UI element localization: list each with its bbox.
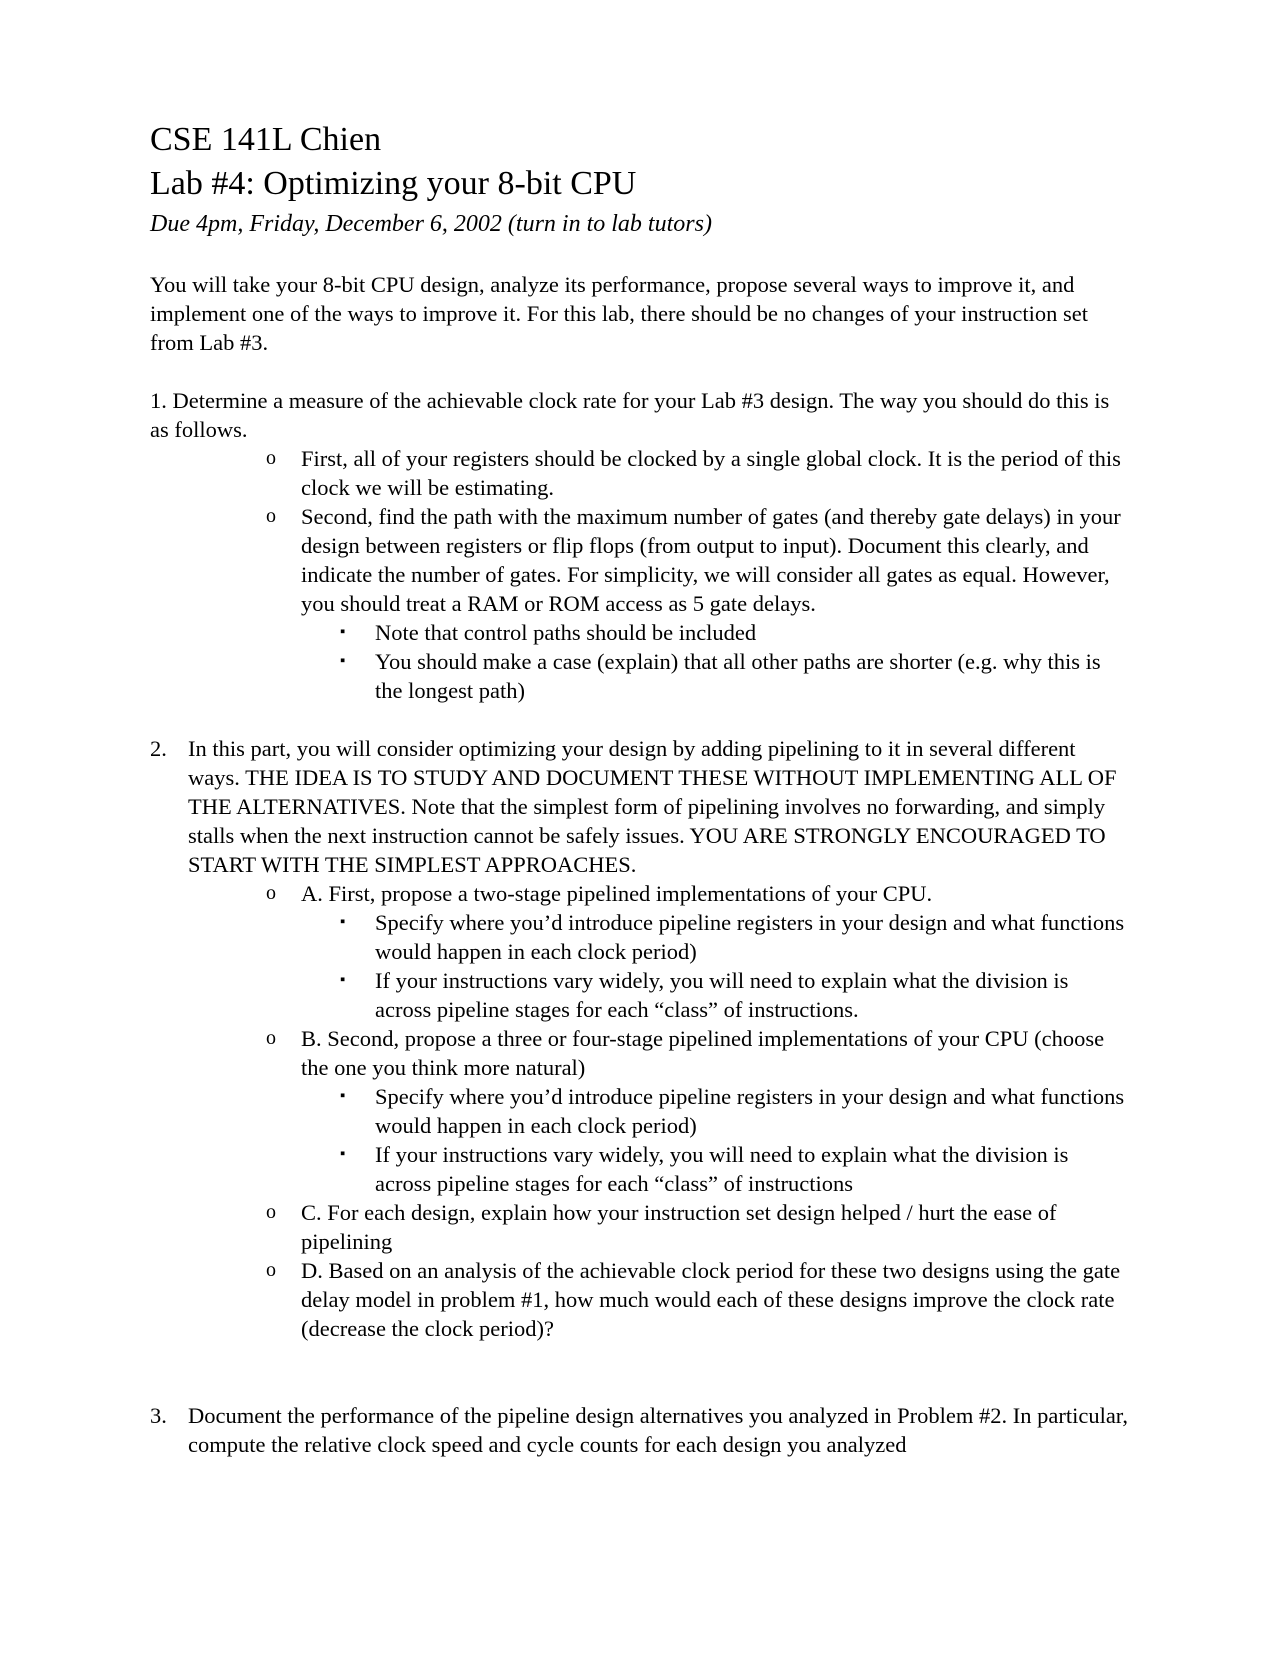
- question-number: 2.: [150, 736, 167, 761]
- list-item: [266, 444, 1130, 502]
- sub-list-item: [340, 1082, 1130, 1140]
- question-3-text: [150, 1401, 1130, 1459]
- sub-list-item: [340, 1140, 1130, 1198]
- square-bullet-icon: ▪: [340, 1146, 346, 1162]
- square-bullet-icon: ▪: [340, 972, 346, 988]
- sub-list-item: [340, 908, 1130, 966]
- question-2: [150, 734, 1130, 1343]
- circle-bullet-icon: o: [266, 1259, 276, 1281]
- document-page: [150, 118, 1130, 1459]
- due-date: Due 4pm, Friday, December 6, 2002 (turn in to lab tutors): [150, 211, 712, 237]
- square-bullet-icon: ▪: [340, 653, 346, 669]
- question-body: In this part, you will consider optimizing your design by adding pipelining to it in several different ways. THE IDEA IS TO STUDY AND DOCUMENT THESE WITHOUT IMPLEMENTING ALL OF THE ALTERNATIVES. Note that the simplest form of pipelining involves no forwarding, and simply stalls when the next instruction cannot be safely issues. YOU ARE STRONGLY ENCOURAGED TO START WITH THE SIMPLEST APPROACHES.: [188, 736, 1117, 877]
- sub-list-item-text: Specify where you’d introduce pipeline registers in your design and what functions would happen in each clock period): [375, 1084, 1125, 1138]
- lab-title: Lab #4: Optimizing your 8-bit CPU: [150, 165, 637, 202]
- sub-list-item: [340, 966, 1130, 1024]
- question-body: Document the performance of the pipeline design alternatives you analyzed in Problem #2. In particular, compute the relative clock speed and cycle counts for each design you analyzed: [188, 1403, 1129, 1457]
- square-bullet-icon: ▪: [340, 914, 346, 930]
- question-1: [150, 386, 1130, 705]
- circle-bullet-icon: o: [266, 505, 276, 527]
- sub-list-item: [340, 647, 1130, 705]
- question-1-text: 1. Determine a measure of the achievable clock rate for your Lab #3 design. The way you should do this is as follows.: [150, 388, 1110, 442]
- list-item-text: C. For each design, explain how your instruction set design helped / hurt the ease of pipelining: [301, 1200, 1057, 1254]
- sub-list-item-text: You should make a case (explain) that all other paths are shorter (e.g. why this is the longest path): [375, 649, 1101, 703]
- sub-list-item-text: Specify where you’d introduce pipeline registers in your design and what functions would happen in each clock period): [375, 910, 1125, 964]
- list-item-text: D. Based on an analysis of the achievable clock period for these two designs using the gate delay model in problem #1, how much would each of these designs improve the clock rate (decrease the clock period)?: [301, 1258, 1121, 1341]
- question-number: 3.: [150, 1403, 167, 1428]
- circle-bullet-icon: o: [266, 1201, 276, 1223]
- circle-bullet-icon: o: [266, 1027, 276, 1049]
- square-bullet-icon: ▪: [340, 624, 346, 640]
- list-item: [266, 502, 1130, 618]
- course-title: CSE 141L Chien: [150, 121, 382, 158]
- intro-paragraph: You will take your 8-bit CPU design, analyze its performance, propose several ways to improve it, and implement one of the ways to improve it. For this lab, there should be no changes of your instruction set from Lab #3.: [150, 272, 1088, 355]
- sub-list-item: [340, 618, 1130, 647]
- square-bullet-icon: ▪: [340, 1088, 346, 1104]
- list-item: [266, 879, 1130, 908]
- list-item-text: B. Second, propose a three or four-stage pipelined implementations of your CPU (choose the one you think more natural): [301, 1026, 1105, 1080]
- list-item-text: A. First, propose a two-stage pipelined implementations of your CPU.: [301, 881, 933, 906]
- question-2-text: [150, 734, 1130, 879]
- list-item: [266, 1198, 1130, 1256]
- list-item: [266, 1256, 1130, 1343]
- list-item-text: First, all of your registers should be clocked by a single global clock. It is the period of this clock we will be estimating.: [301, 446, 1121, 500]
- sub-list-item-text: If your instructions vary widely, you will need to explain what the division is across pipeline stages for each “class” of instructions: [375, 1142, 1069, 1196]
- sub-list-item-text: If your instructions vary widely, you will need to explain what the division is across pipeline stages for each “class” of instructions.: [375, 968, 1069, 1022]
- list-item: [266, 1024, 1130, 1082]
- list-item-text: Second, find the path with the maximum number of gates (and thereby gate delays) in your design between registers or flip flops (from output to input). Document this clearly, and indicate the number of gates. For simplicity, we will consider all gates as equal. However, you should treat a RAM or ROM access as 5 gate delays.: [301, 504, 1121, 616]
- question-3: [150, 1401, 1130, 1459]
- sub-list-item-text: Note that control paths should be included: [375, 620, 757, 645]
- circle-bullet-icon: o: [266, 882, 276, 904]
- circle-bullet-icon: o: [266, 447, 276, 469]
